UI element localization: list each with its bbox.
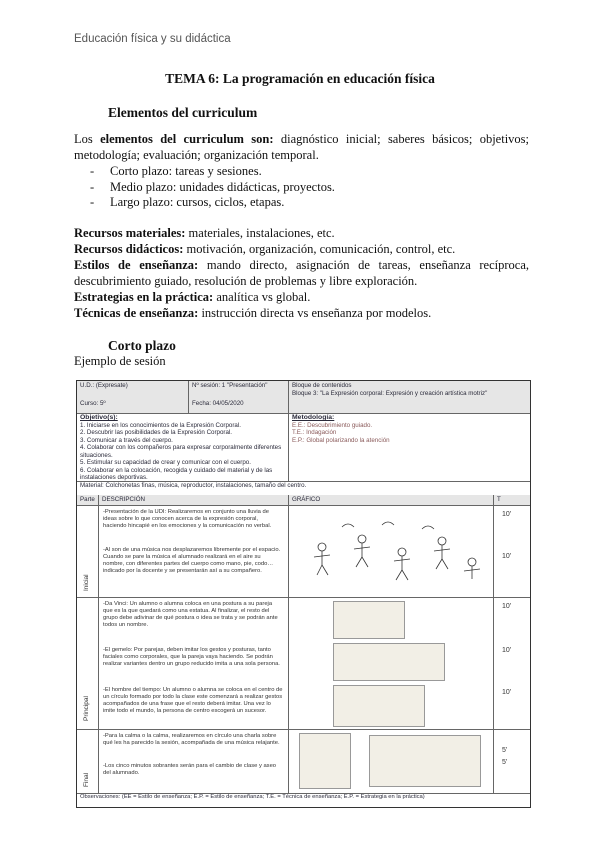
- sketch-image: [333, 601, 405, 639]
- activity-description: -Da Vinci: Un alumno o alumna coloca en una postura a su pareja que es la que quedará como una estatua. Al finalizar, el resto del grupo debe adivinar de qué postura o idea se trata y se podrán ante todos un nombre.: [103, 601, 278, 628]
- final-part: [77, 729, 530, 794]
- final-label-cell: [77, 729, 99, 793]
- sketch-image: [333, 685, 425, 727]
- activity-description: -El gemelo: Por parejas, deben imitar los gestos y posturas, tanto faciales como corporales, que la pareja vaya haciendo. Se podrán realizar variantes dentro un grupo reducido imita a una sola persona.: [103, 647, 280, 667]
- col-grafico: GRÁFICO: [289, 495, 494, 505]
- list-item: - Corto plazo: tareas y sesiones.: [90, 164, 335, 180]
- objectives-row: [77, 413, 530, 482]
- def-term: Técnicas de enseñanza:: [74, 306, 199, 320]
- intro-prefix: Los: [74, 132, 101, 146]
- intro-text: diagnóstico inicial; saberes básicos; objetivos; metodología; evaluación; organización temporal.: [74, 132, 530, 162]
- objectives-title: Objetivo(s):: [80, 414, 118, 421]
- def-text: mando directo, asignación de tareas, enseñanza recíproca, descubrimiento guiado, resolución de problemas y libre exploración.: [74, 258, 530, 288]
- bloque-title: Bloque de contenidos: [292, 382, 352, 389]
- final-desc-cell: [99, 729, 289, 793]
- principal-label-cell: [77, 597, 99, 729]
- def-estrategias: [74, 290, 529, 306]
- objective-item: 3. Comunicar a través del cuerpo.: [80, 436, 173, 444]
- methodology-cell: [289, 413, 530, 481]
- bullet-list: [90, 164, 335, 211]
- activity-description: -Los cinco minutos sobrantes serán para el cambio de clase y aseo del alumnado.: [103, 763, 277, 776]
- material-cell: Material: Colchonetas finas, música, reproductor, instalaciones, tamaño del centro.: [80, 482, 307, 489]
- intro-bold: elementos del curriculum son:: [100, 132, 274, 146]
- methodology-item: E.E.: Descubrimiento guiado.: [292, 421, 373, 429]
- def-text: analítica vs global.: [213, 290, 311, 304]
- final-time-cell: [494, 729, 530, 793]
- session-cell: Nº sesión: 1 "Presentación": [189, 381, 289, 399]
- example-label: Ejemplo de sesión: [74, 354, 166, 368]
- intro-paragraph: [74, 132, 529, 163]
- objective-item: 2. Descubrir las posibilidades de la Expresión Corporal.: [80, 429, 233, 436]
- activity-description: -Presentación de la UDI: Realizaremos en conjunto una lluvia de ideas sobre lo que conocen acerca de la expresión corporal, haciendo hincapié en los emociones y la comunicación no verbal.: [103, 509, 272, 529]
- observations-row: [77, 793, 530, 807]
- objective-item: 6. Colaborar en la colocación, recogida y cuidado del material y de las instalaciones deportivas.: [80, 466, 273, 481]
- methodology-item: E.P.: Global polarizando la atención: [292, 436, 390, 444]
- ud-cell: U.D.: (Expresate): [77, 381, 189, 399]
- principal-desc-cell: [99, 597, 289, 729]
- sheet-header-row-2: [77, 390, 530, 414]
- observations-cell: Observaciones: (EE = Estilo de enseñanza; E.P. = Estilo de enseñanza; T.E. = Técnica de enseñanza; E.P. = Estrategia en la práctica): [80, 794, 425, 800]
- inicial-desc-cell: [99, 505, 289, 597]
- activity-time: 5': [502, 759, 508, 766]
- methodology-title: Metodología:: [292, 414, 335, 421]
- section-heading-corto-plazo: Corto plazo: [108, 338, 176, 353]
- session-sheet: [76, 380, 531, 808]
- sketch-image: [299, 733, 351, 789]
- final-graphic-cell: [289, 729, 494, 793]
- page-title: TEMA 6: La programación en educación física: [165, 71, 435, 86]
- objective-item: 5. Estimular su capacidad de crear y comunicar con el cuerpo.: [80, 459, 251, 466]
- inicial-label-cell: [77, 505, 99, 597]
- def-term: Recursos materiales:: [74, 226, 186, 240]
- section-heading-elements: Elementos del curriculum: [108, 105, 258, 120]
- methodology-item: T.E.: Indagación: [292, 429, 337, 436]
- activity-description: -Para la calma o la calma, realizaremos en círculo una charla sobre qué les ha parecido la sesión, acompañada de una música relajante.: [103, 733, 280, 746]
- inicial-graphic-cell: [289, 505, 494, 597]
- principal-part: [77, 597, 530, 730]
- principal-graphic-cell: [289, 597, 494, 729]
- def-text: motivación, organización, comunicación, control, etc.: [183, 242, 456, 256]
- objective-item: 4. Colaborar con los compañeros para expresar corporalmente diferentes situaciones.: [80, 444, 282, 459]
- objective-item: 1. Iniciarse en los conocimientos de la Expresión Corporal.: [80, 421, 241, 429]
- activity-time: 10': [502, 553, 512, 560]
- def-estilos: [74, 258, 529, 289]
- def-term: Estilos de enseñanza:: [74, 258, 199, 272]
- final-label: Final: [83, 772, 90, 787]
- activity-time: 10': [502, 511, 512, 518]
- sketch-image: [369, 735, 481, 787]
- inicial-time-cell: [494, 505, 530, 597]
- activity-time: 5': [502, 747, 508, 754]
- def-term: Estrategias en la práctica:: [74, 290, 214, 304]
- col-parte: Parte: [77, 495, 99, 505]
- objectives-cell: [77, 413, 289, 481]
- activity-time: 10': [502, 603, 512, 610]
- def-didacticos: [74, 242, 529, 258]
- fecha-cell: Fecha: 04/05/2020: [189, 399, 289, 413]
- curso-cell: Curso: 5º: [77, 399, 189, 413]
- def-text: instrucción directa vs enseñanza por modelos.: [198, 306, 432, 320]
- bloque-text: Bloque 3: "La Expresión corporal: Expresión y creación artística motriz": [292, 390, 488, 397]
- activity-time: 10': [502, 647, 512, 654]
- def-tecnicas: [74, 306, 529, 322]
- list-item: - Medio plazo: unidades didácticas, proyectos.: [90, 180, 335, 196]
- def-text: materiales, instalaciones, etc.: [185, 226, 335, 240]
- def-term: Recursos didácticos:: [74, 242, 184, 256]
- inicial-part: [77, 505, 530, 598]
- principal-time-cell: [494, 597, 530, 729]
- activity-time: 10': [502, 689, 512, 696]
- principal-label: Principal: [83, 696, 90, 721]
- inicial-label: Inicial: [83, 574, 90, 591]
- def-materiales: [74, 226, 529, 242]
- stick-figures-sketch: [292, 507, 490, 595]
- activity-description: -El hombre del tiempo: Un alumno o alumna se coloca en el centro de un círculo formado por todo la clase este comenzará a realizar gestos acompañados de una frase que el resto deberá imitar. Una vez lo imite todo el mundo, la persona de centro escogerá un sucesor.: [103, 687, 283, 714]
- col-descripcion: DESCRIPCIÓN: [99, 495, 289, 505]
- list-item: - Largo plazo: cursos, ciclos, etapas.: [90, 195, 335, 211]
- activity-description: -Al son de una música nos desplazaremos libremente por el espacio. Cuando se pare la música el alumnado realizará en el aire su nombre, con diferentes partes del cuerpo como mano, pie, codo… indicado por la docente y se presentarán así a su compañero.: [103, 547, 281, 574]
- col-tiempo: T: [497, 496, 501, 503]
- material-row: [77, 481, 530, 496]
- sketch-image: [333, 643, 445, 681]
- document-header: Educación física y su didáctica: [74, 33, 231, 45]
